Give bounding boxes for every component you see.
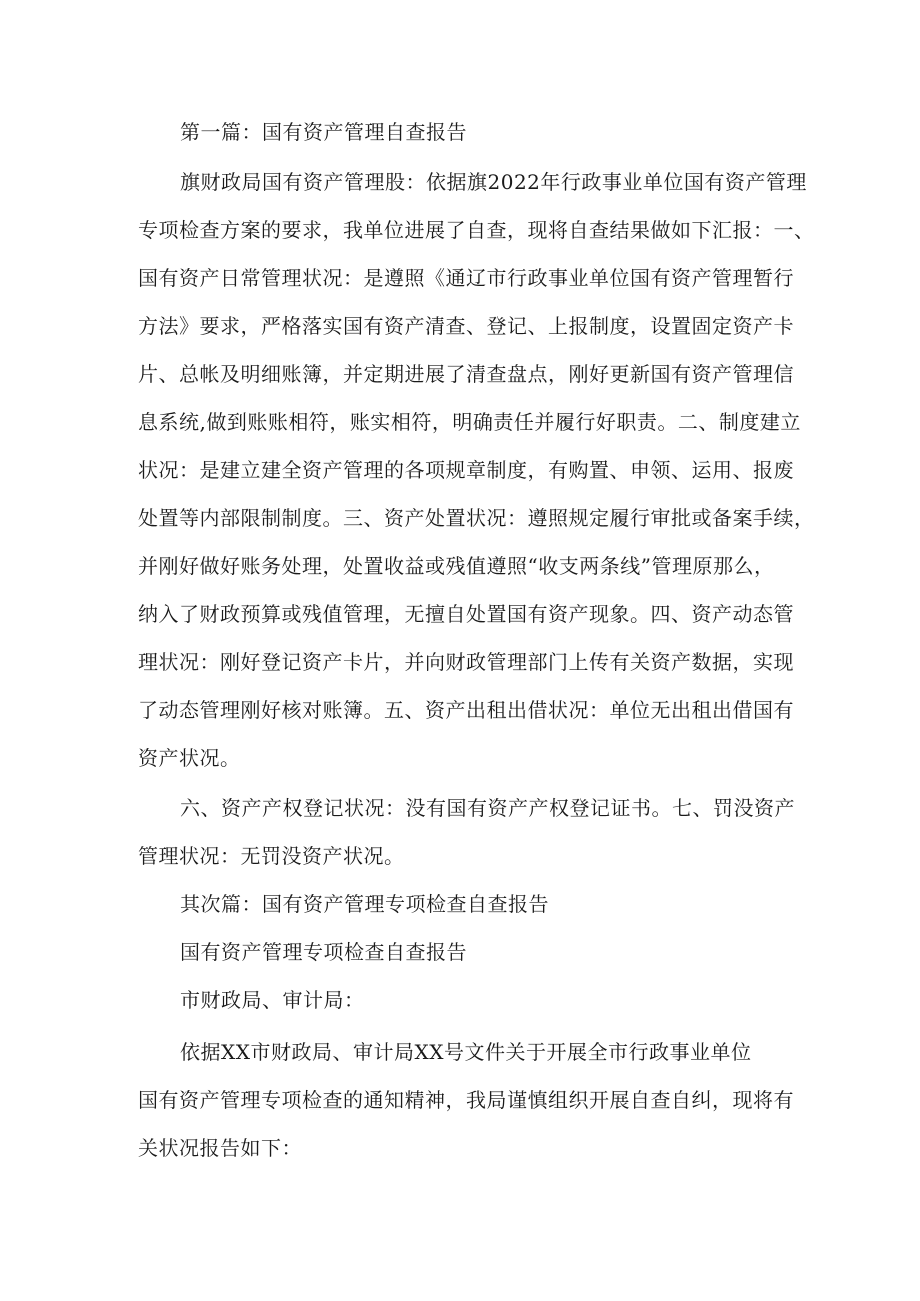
addressee: 市财政局、审计局：	[180, 988, 365, 1012]
paragraph-line: 片、总帐及明细账簿，并定期进展了清查盘点，刚好更新国有资产管理信	[138, 362, 794, 386]
paragraph-line: 依据XX市财政局、审计局XX号文件关于开展全市行政事业单位	[180, 1040, 752, 1064]
paragraph-line: 资产状况。	[138, 746, 241, 770]
paragraph-line: 息系统,做到账账相符，账实相符，明确责任并履行好职责。二、制度建立	[138, 410, 801, 434]
paragraph-line: 专项检查方案的要求，我单位进展了自查，现将自查结果做如下汇报：一、	[138, 218, 815, 242]
paragraph-line: 处置等内部限制制度。三、资产处置状况：遵照规定履行审批或备案手续，	[138, 506, 815, 530]
paragraph-line: 六、资产产权登记状况：没有国有资产产权登记证书。七、罚没资产	[180, 796, 795, 820]
heading-part-2: 其次篇：国有资产管理专项检查自查报告	[180, 892, 549, 916]
paragraph-line: 理状况：刚好登记资产卡片，并向财政管理部门上传有关资产数据，实现	[138, 650, 794, 674]
paragraph-line: 关状况报告如下：	[138, 1136, 302, 1160]
paragraph-line: 方法》要求，严格落实国有资产清查、登记、上报制度，设置固定资产卡	[138, 314, 794, 338]
paragraph-line: 状况：是建立建全资产管理的各项规章制度，有购置、申领、运用、报废	[138, 458, 794, 482]
paragraph-line: 了动态管理刚好核对账簿。五、资产出租出借状况：单位无出租出借国有	[138, 698, 794, 722]
paragraph-line: 国有资产管理专项检查的通知精神，我局谨慎组织开展自查自纠，现将有	[138, 1088, 794, 1112]
paragraph-line: 国有资产日常管理状况：是遵照《通辽市行政事业单位国有资产管理暂行	[138, 266, 794, 290]
paragraph-line: 纳入了财政预算或残值管理，无擅自处置国有资产现象。四、资产动态管	[138, 602, 794, 626]
paragraph-line: 旗财政局国有资产管理股：依据旗2022年行政事业单位国有资产管理	[180, 170, 807, 194]
paragraph-line: 并刚好做好账务处理，处置收益或残值遵照“收支两条线”管理原那么，	[138, 554, 775, 578]
paragraph-line: 管理状况：无罚没资产状况。	[138, 844, 405, 868]
heading-part-1: 第一篇：国有资产管理自查报告	[180, 120, 467, 144]
report-subtitle: 国有资产管理专项检查自查报告	[180, 940, 467, 964]
